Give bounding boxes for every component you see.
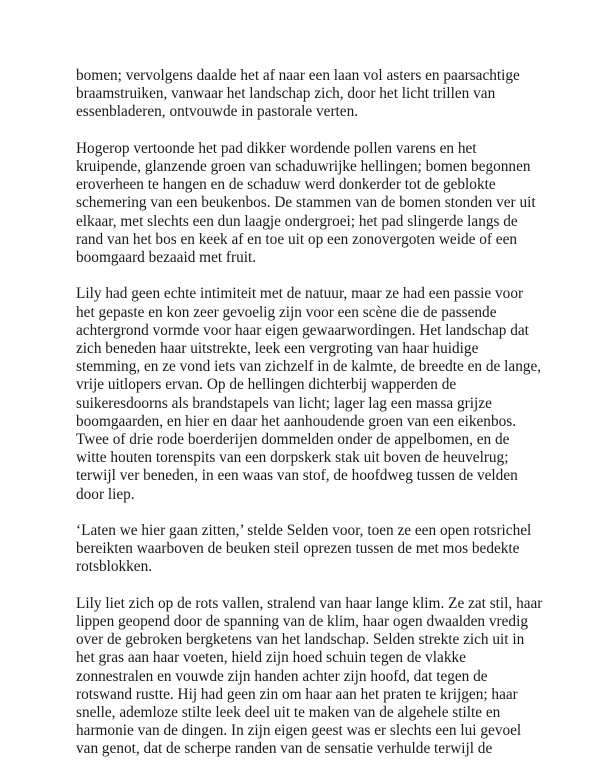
text-line: boomgaarden, en hier en daar het aanhoudende groen van een eikenbos. <box>76 412 517 430</box>
text-line: bomen; vervolgens daalde het af naar een laan vol asters en paarsachtige <box>76 67 520 84</box>
text-line: lippen geopend door de spanning van de klim, haar ogen dwaalden vredig <box>76 613 528 631</box>
paragraph-1 <box>76 67 536 122</box>
text-line: over de gebroken bergketens van het landschap. Selden strekte zich uit in <box>76 631 525 649</box>
text-line: terwijl ver beneden, in een waas van stof, de hoofdweg tussen de velden <box>76 467 518 485</box>
text-line: snelle, ademloze stilte leek deel uit te maken van de algehele stilte en <box>76 704 501 722</box>
text-line: Lily had geen echte intimiteit met de natuur, maar ze had een passie voor <box>76 285 524 303</box>
text-line: Twee of drie rode boerderijen dommelden onder de appelbomen, en de <box>76 431 510 449</box>
text-line: vrije uitlopers ervan. Op de hellingen dichterbij wapperden de <box>76 376 457 394</box>
paragraph-2 <box>76 140 536 267</box>
text-line: boomgaard bezaaid met fruit. <box>76 249 257 267</box>
text-line: ‘Laten we hier gaan zitten,’ stelde Selden voor, toen ze een open rotsrichel <box>76 522 532 540</box>
body-text <box>76 67 543 777</box>
text-line: rand van het bos en keek af en toe uit op een zonovergoten weide of een <box>76 230 518 248</box>
text-line: essenbladeren, ontvouwde in pastorale verten. <box>76 103 359 121</box>
text-line: elkaar, met slechts een dun laagje ondergroei; het pad slingerde langs de <box>76 212 518 230</box>
text-line: harmonie van de dingen. In zijn eigen geest was er slechts een lui gevoel <box>76 722 522 740</box>
text-line: witte houten torenspits van een dorpskerk stak uit boven de heuvelrug; <box>76 449 509 467</box>
text-line: zich beneden haar uitstrekte, leek een vergroting van haar huidige <box>76 340 479 358</box>
paragraph-5 <box>76 594 543 759</box>
text-line: Lily liet zich op de rots vallen, stralend van haar lange klim. Ze zat stil, haar <box>76 594 543 612</box>
text-line: suikeresdoorns als brandstapels van licht; lager lag een massa grijze <box>76 394 492 412</box>
text-line: achtergrond vormde voor haar eigen gewaarwordingen. Het landschap dat <box>76 321 529 339</box>
paragraph-3 <box>76 285 542 503</box>
text-line: het gepaste en kon zeer gevoelig zijn voor een scène die de passende <box>76 303 497 321</box>
text-line: kruipende, glanzende groen van schaduwrijke hellingen; bomen begonnen <box>76 158 531 175</box>
text-line: rotswand rustte. Hij had geen zin om haar aan het praten te krijgen; haar <box>76 685 518 703</box>
paragraph-4 <box>76 522 536 577</box>
text-line: braamstruiken, vanwaar het landschap zich, door het licht trillen van <box>76 85 496 103</box>
text-line: stemming, en ze vond iets van zichzelf in de kalmte, de breedte en de lange, <box>76 358 542 376</box>
text-line: door liep. <box>76 485 135 503</box>
text-line: het gras aan haar voeten, hield zijn hoed schuin tegen de vlakke <box>76 649 466 667</box>
text-line: eroverheen te hangen en de schaduw werd donkerder tot de geblokte <box>76 176 496 194</box>
text-line: zonnestralen en vouwde zijn handen achter zijn hoofd, dat tegen de <box>76 667 488 685</box>
text-line: van genot, dat de scherpe randen van de sensatie verhulde terwijl de <box>76 740 493 758</box>
text-line: rotsblokken. <box>76 558 153 576</box>
text-line: bereikten waarboven de beuken steil oprezen tussen de met mos bedekte <box>76 540 520 558</box>
text-line: Hogerop vertoonde het pad dikker wordende pollen varens en het <box>76 139 477 157</box>
text-line: schemering van een beukenbos. De stammen van de bomen stonden ver uit <box>76 194 536 212</box>
